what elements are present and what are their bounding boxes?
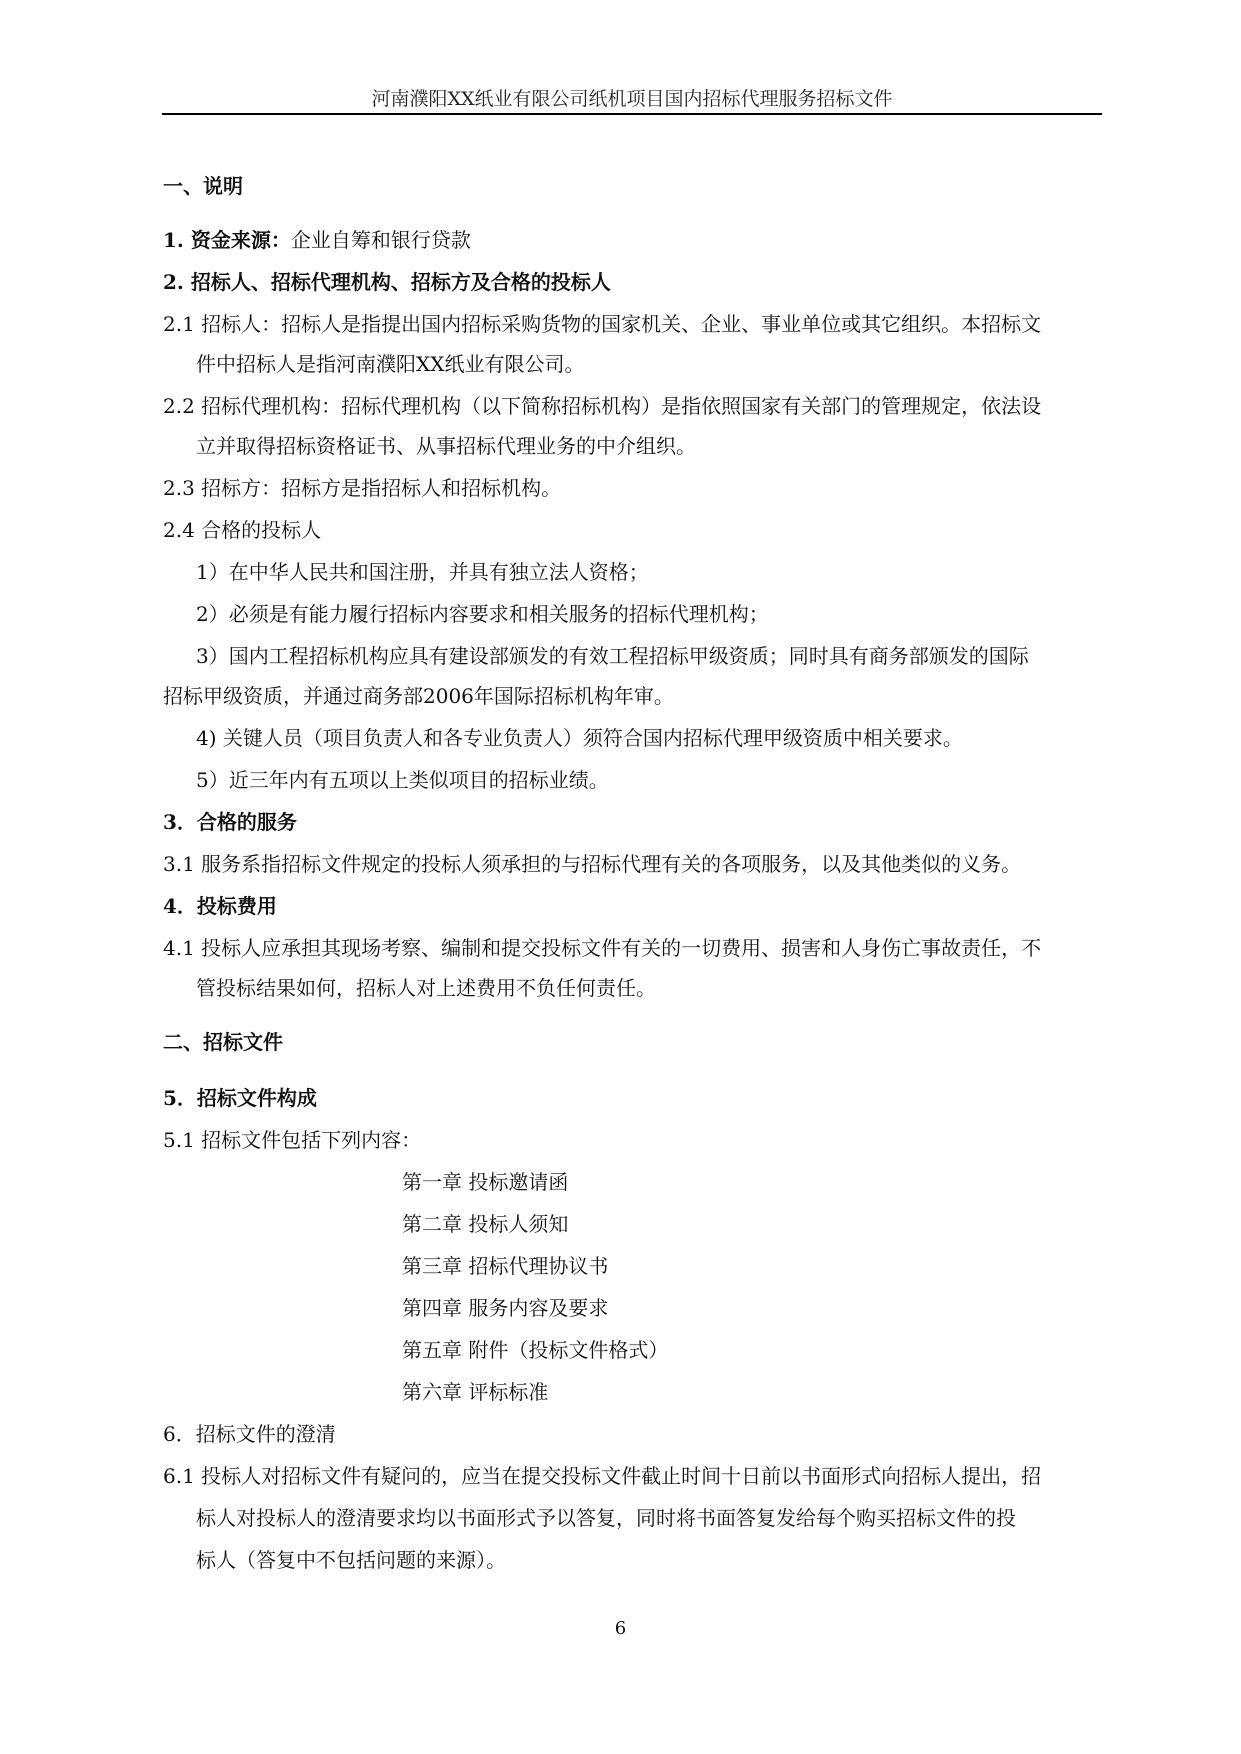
list-item: 3）国内工程招标机构应具有建设部颁发的有效工程招标甲级资质；同时具有商务部颁发的国际 <box>196 644 1029 668</box>
item-2-2-line1: 2.2 招标代理机构：招标代理机构（以下简称招标机构）是指依照国家有关部门的管理规定，依法设 <box>163 394 1042 418</box>
list-item: 5）近三年内有五项以上类似项目的招标业绩。 <box>196 768 609 792</box>
item-1-text: 企业自筹和银行贷款 <box>290 228 471 252</box>
item-3-1: 3.1 服务系指招标文件规定的投标人须承担的与招标代理有关的各项服务，以及其他类似的义务。 <box>163 852 1022 876</box>
section-heading-2: 二、招标文件 <box>163 1030 283 1054</box>
item-4-1-line2: 管投标结果如何，招标人对上述费用不负任何责任。 <box>196 976 656 1000</box>
item-6-1-line2: 标人对投标人的澄清要求均以书面形式予以答复，同时将书面答复发给每个购买招标文件的投 <box>196 1506 1016 1530</box>
item-4-1-line1: 4.1 投标人应承担其现场考察、编制和提交投标文件有关的一切费用、损害和人身伤亡事故责任，不 <box>163 936 1042 960</box>
chapter-item: 第一章 投标邀请函 <box>402 1170 569 1194</box>
item-5-1: 5.1 招标文件包括下列内容： <box>163 1128 422 1152</box>
chapter-item: 第五章 附件（投标文件格式） <box>402 1338 669 1362</box>
page-number: 6 <box>614 1618 627 1639</box>
chapter-item: 第二章 投标人须知 <box>402 1212 569 1236</box>
list-item: 1）在中华人民共和国注册，并具有独立法人资格； <box>196 560 649 584</box>
item-1-label: 1. 资金来源： <box>163 228 291 252</box>
item-2-heading: 2. 招标人、招标代理机构、招标方及合格的投标人 <box>163 270 611 294</box>
item-6-1-line1: 6.1 投标人对招标文件有疑问的，应当在提交投标文件截止时间十日前以书面形式向招标人提出，招 <box>163 1464 1042 1488</box>
item-2-4: 2.4 合格的投标人 <box>163 518 322 542</box>
header-rule <box>162 113 1102 115</box>
item-3-heading: 3．合格的服务 <box>163 810 297 834</box>
item-2-3: 2.3 招标方：招标方是指招标人和招标机构。 <box>163 476 562 500</box>
item-1 <box>163 228 471 252</box>
running-header: 河南濮阳XX纸业有限公司纸机项目国内招标代理服务招标文件 <box>371 88 893 110</box>
item-2-1-line2: 件中招标人是指河南濮阳XX纸业有限公司。 <box>196 352 585 376</box>
item-6-1-line3: 标人（答复中不包括问题的来源）。 <box>196 1548 506 1572</box>
section-heading-1: 一、说明 <box>163 174 243 198</box>
list-item: 4) 关键人员（项目负责人和各专业负责人）须符合国内招标代理甲级资质中相关要求。 <box>196 726 963 750</box>
item-2-1-line1: 2.1 招标人：招标人是指提出国内招标采购货物的国家机关、企业、事业单位或其它组织。本招标文 <box>163 312 1042 336</box>
chapter-item: 第六章 评标标准 <box>402 1380 549 1404</box>
item-5-heading: 5．招标文件构成 <box>163 1086 317 1110</box>
chapter-item: 第三章 招标代理协议书 <box>402 1254 609 1278</box>
chapter-item: 第四章 服务内容及要求 <box>402 1296 609 1320</box>
item-6-heading: 6．招标文件的澄清 <box>163 1422 336 1446</box>
item-4-heading: 4．投标费用 <box>163 894 277 918</box>
list-item: 2）必须是有能力履行招标内容要求和相关服务的招标代理机构； <box>196 602 769 626</box>
list-item-continued: 招标甲级资质，并通过商务部2006年国际招标机构年审。 <box>163 684 674 708</box>
item-2-2-line2: 立并取得招标资格证书、从事招标代理业务的中介组织。 <box>196 434 696 458</box>
